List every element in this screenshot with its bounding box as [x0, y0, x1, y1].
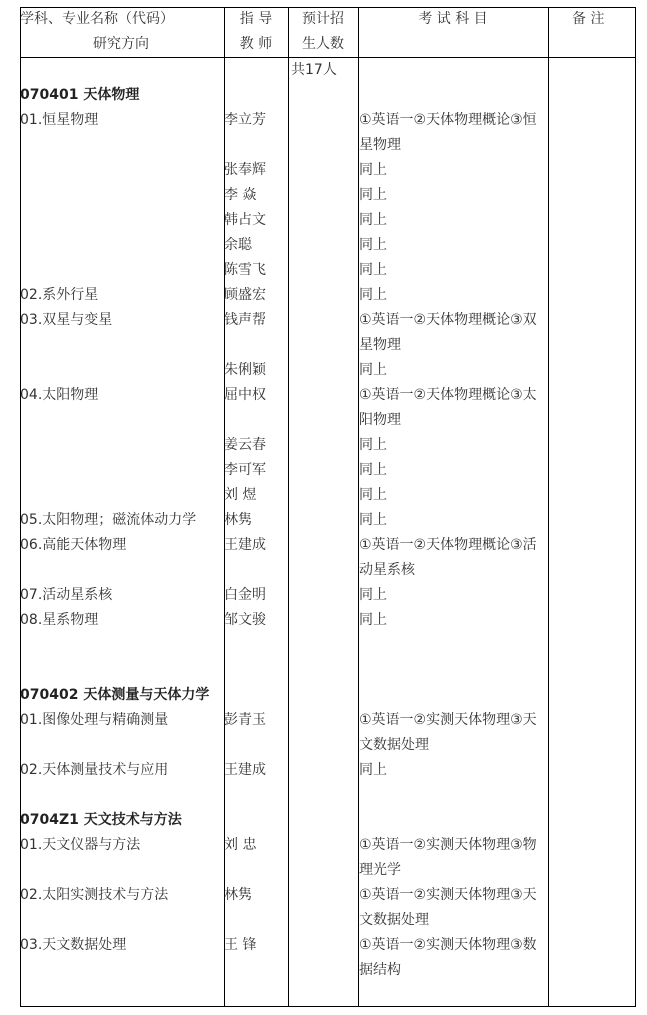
- exam-subjects: ①英语一②实测天体物理③物理光学: [359, 837, 537, 878]
- direction-label: 02.系外行星: [20, 287, 99, 303]
- exam-subjects: ①英语一②天体物理概论③恒星物理: [359, 112, 537, 153]
- section-title: 0704Z1 天文技术与方法: [20, 812, 182, 828]
- teacher-name: 朱俐颖: [224, 362, 266, 378]
- exam-subjects: ①英语一②天体物理概论③活动星系核: [359, 537, 537, 578]
- exam-subjects: 同上: [359, 487, 387, 503]
- direction-label: 02.天体测量技术与应用: [20, 762, 169, 778]
- direction-label: 08.星系物理: [20, 612, 99, 628]
- header-teacher-line1: 指 导: [239, 11, 273, 27]
- header-subject-line1: 学科、专业名称（代码）: [20, 11, 174, 27]
- exam-subjects: 同上: [359, 762, 387, 778]
- teacher-name: 李 焱: [224, 187, 257, 203]
- col-border-right: [635, 7, 636, 1007]
- direction-label: 01.天文仪器与方法: [20, 837, 141, 853]
- teacher-name: 白金明: [224, 587, 266, 603]
- admissions-table: [20, 7, 636, 1007]
- teacher-name: 刘 忠: [224, 837, 257, 853]
- exam-subjects: 同上: [359, 512, 387, 528]
- direction-label: 03.天文数据处理: [20, 937, 127, 953]
- teacher-name: 屈中权: [224, 387, 266, 403]
- teacher-name: 韩占文: [224, 212, 266, 228]
- exam-subjects: 同上: [359, 287, 387, 303]
- header-enrollment: [288, 7, 358, 57]
- teacher-name: 余聪: [224, 237, 252, 253]
- teacher-name: 姜云春: [224, 437, 266, 453]
- exam-subjects: 同上: [359, 612, 387, 628]
- header-enrollment-line2: 生人数: [302, 36, 344, 52]
- section-title: 070401 天体物理: [20, 87, 140, 103]
- exam-subjects: ①英语一②天体物理概论③双星物理: [359, 312, 537, 353]
- direction-label: 07.活动星系核: [20, 587, 113, 603]
- teacher-name: 张奉辉: [224, 162, 266, 178]
- header-subject: [20, 7, 224, 57]
- direction-label: 01.图像处理与精确测量: [20, 712, 169, 728]
- direction-label: 05.太阳物理；磁流体动力学: [20, 512, 197, 528]
- teacher-name: 陈雪飞: [224, 262, 266, 278]
- direction-label: 06.高能天体物理: [20, 537, 127, 553]
- exam-subjects: 同上: [359, 212, 387, 228]
- teacher-name: 李立芳: [224, 112, 266, 128]
- teacher-name: 林隽: [224, 512, 252, 528]
- teacher-name: 李可军: [224, 462, 266, 478]
- exam-subjects: 同上: [359, 262, 387, 278]
- teacher-name: 彭青玉: [224, 712, 266, 728]
- exam-subjects: 同上: [359, 437, 387, 453]
- total-enrollment: 共17人: [291, 62, 337, 78]
- exam-subjects: ①英语一②实测天体物理③天文数据处理: [359, 887, 537, 928]
- teacher-name: 钱声帮: [224, 312, 266, 328]
- exam-subjects: ①英语一②天体物理概论③太阳物理: [359, 387, 537, 428]
- header-teacher: [224, 7, 288, 57]
- exam-subjects: ①英语一②实测天体物理③数据结构: [359, 937, 537, 978]
- header-subject-line2: 研究方向: [93, 36, 149, 52]
- direction-label: 04.太阳物理: [20, 387, 99, 403]
- col-border-4: [548, 7, 549, 1007]
- exam-subjects: 同上: [359, 462, 387, 478]
- direction-label: 02.太阳实测技术与方法: [20, 887, 169, 903]
- col-border-2: [288, 7, 289, 1007]
- teacher-name: 邹文骏: [224, 612, 266, 628]
- exam-subjects: ①英语一②实测天体物理③天文数据处理: [359, 712, 537, 753]
- exam-subjects: 同上: [359, 362, 387, 378]
- teacher-name: 王建成: [224, 537, 266, 553]
- teacher-name: 刘 煜: [224, 487, 257, 503]
- header-notes: 备 注: [572, 11, 605, 27]
- exam-subjects: 同上: [359, 237, 387, 253]
- header-enrollment-line1: 预计招: [302, 11, 344, 27]
- exam-subjects: 同上: [359, 187, 387, 203]
- header-teacher-line2: 教 师: [239, 36, 273, 52]
- exam-subjects: 同上: [359, 587, 387, 603]
- teacher-name: 王建成: [224, 762, 266, 778]
- teacher-name: 林隽: [224, 887, 252, 903]
- teacher-name: 顾盛宏: [224, 287, 266, 303]
- exam-subjects: 同上: [359, 162, 387, 178]
- direction-label: 01.恒星物理: [20, 112, 99, 128]
- teacher-name: 王 锋: [224, 937, 257, 953]
- header-exam-subjects: 考 试 科 目: [418, 11, 488, 27]
- direction-label: 03.双星与变星: [20, 312, 113, 328]
- table-bottom-border: [20, 1006, 636, 1007]
- section-title: 070402 天体测量与天体力学: [20, 687, 210, 703]
